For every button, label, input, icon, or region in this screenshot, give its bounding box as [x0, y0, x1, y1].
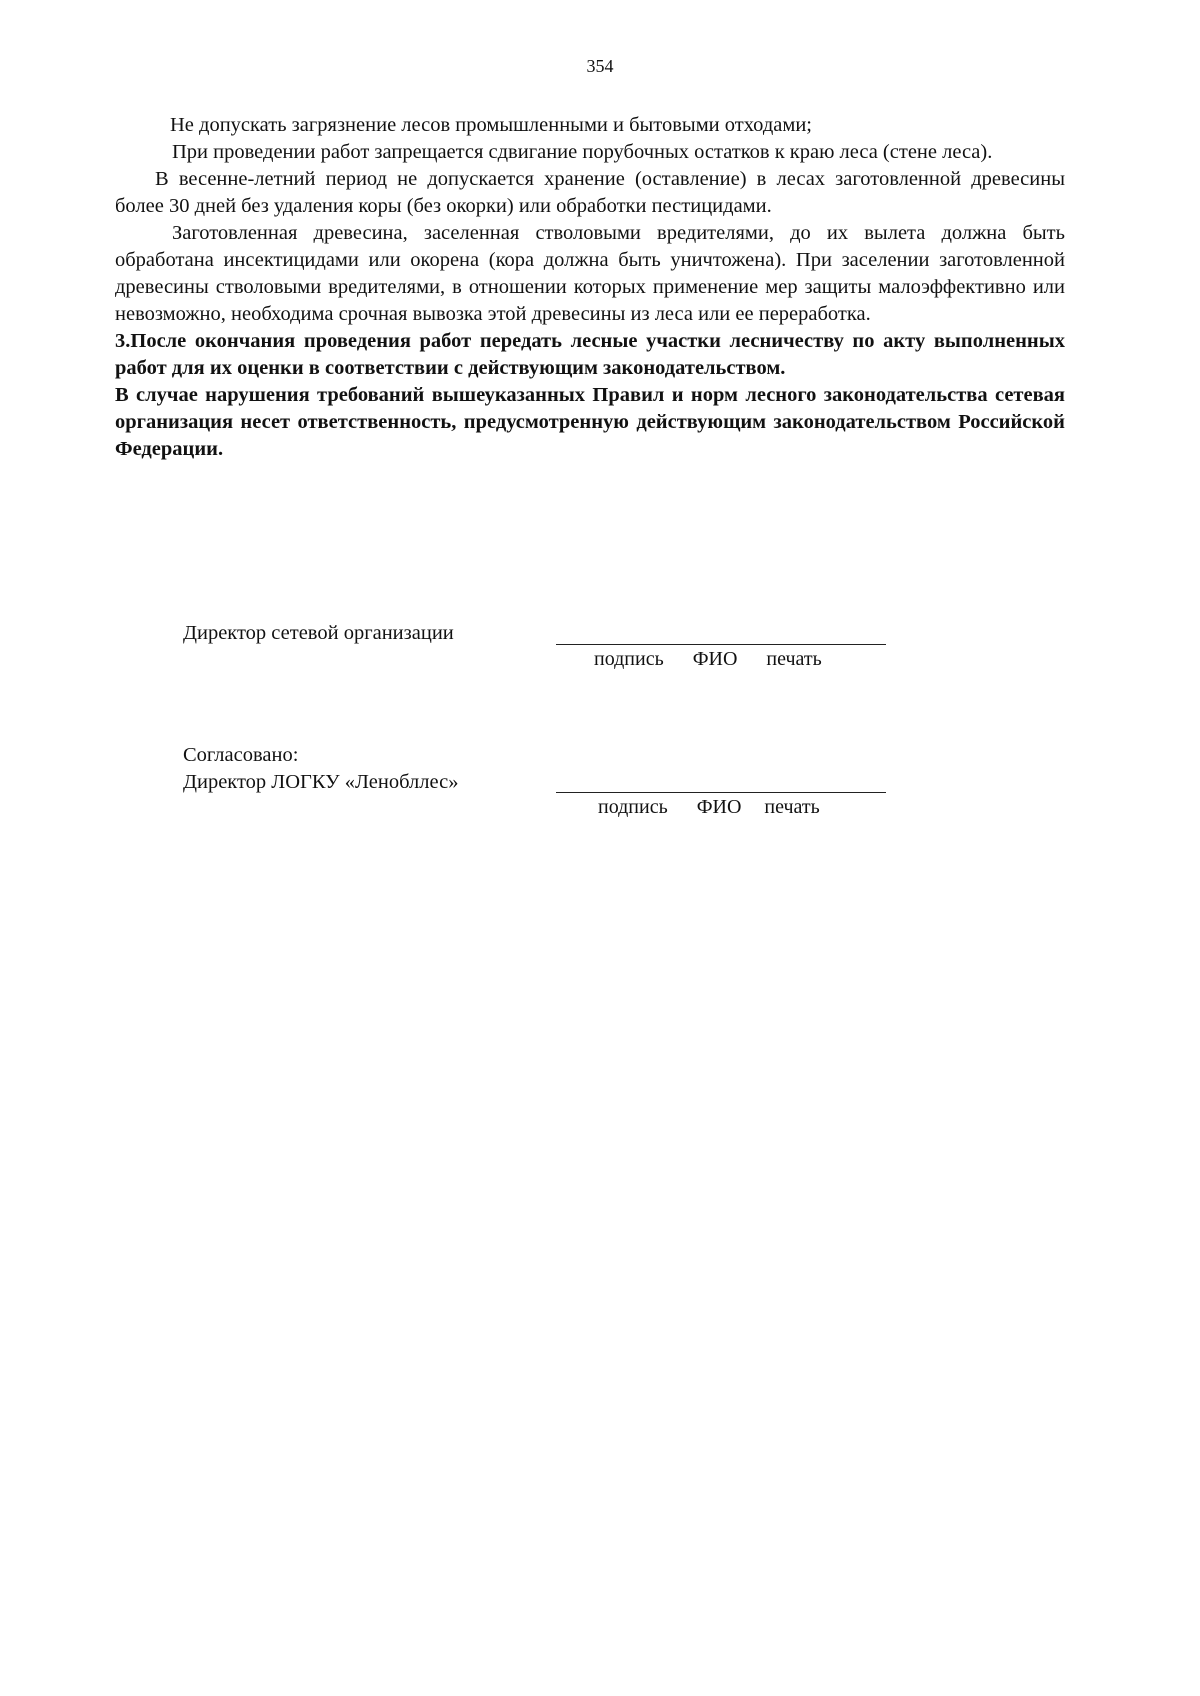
approved-label: Согласовано:: [183, 744, 299, 766]
paragraph-pest-treatment: Заготовленная древесина, заселенная стволовыми вредителями, до их вылета должна быть обработана инсектицидами или окорена (кора должна быть уничтожена). При заселении заготовленной древесины стволовыми вредителями, в отношении которых применение мер защиты малоэффективно или невозможно, необходима срочная вывозка этой древесины из леса или ее переработка.: [115, 222, 1065, 325]
signature-labels: [594, 648, 822, 671]
label-name: ФИО: [696, 796, 742, 818]
signature-labels: [598, 796, 820, 819]
page-number: 354: [586, 56, 614, 76]
signature-line: [556, 622, 886, 645]
label-signature: подпись: [594, 648, 664, 670]
liability-text: В случае нарушения требований вышеуказанных Правил и норм лесного законодательства сетевая организация несет ответственность, предусмотренную действующим законодательством Российской Федерации.: [115, 384, 1065, 460]
paragraph-storage-ban: В весенне-летний период не допускается хранение (оставление) в лесах заготовленной древесины более 30 дней без удаления коры (без окорки) или обработки пестицидами.: [115, 168, 1065, 217]
signature-line: [556, 770, 886, 793]
paragraph-no-pollution: Не допускать загрязнение лесов промышленными и бытовыми отходами;: [170, 114, 813, 136]
signature-title: Директор ЛОГКУ «Ленобллес»: [183, 771, 459, 793]
label-signature: подпись: [598, 796, 668, 818]
paragraph-residue-ban: При проведении работ запрещается сдвигание порубочных остатков к краю леса (стене леса).: [172, 141, 993, 163]
paragraph-handover: 3.После окончания проведения работ передать лесные участки лесничеству по акту выполненных работ для их оценки в соответствии с действующим законодательством.: [115, 330, 1065, 379]
label-seal: печать: [764, 796, 820, 818]
signature-title: Директор сетевой организации: [183, 622, 454, 644]
label-name: ФИО: [692, 648, 738, 670]
label-seal: печать: [766, 648, 822, 670]
paragraph-liability: [115, 382, 1065, 463]
document-body: [115, 112, 1065, 463]
